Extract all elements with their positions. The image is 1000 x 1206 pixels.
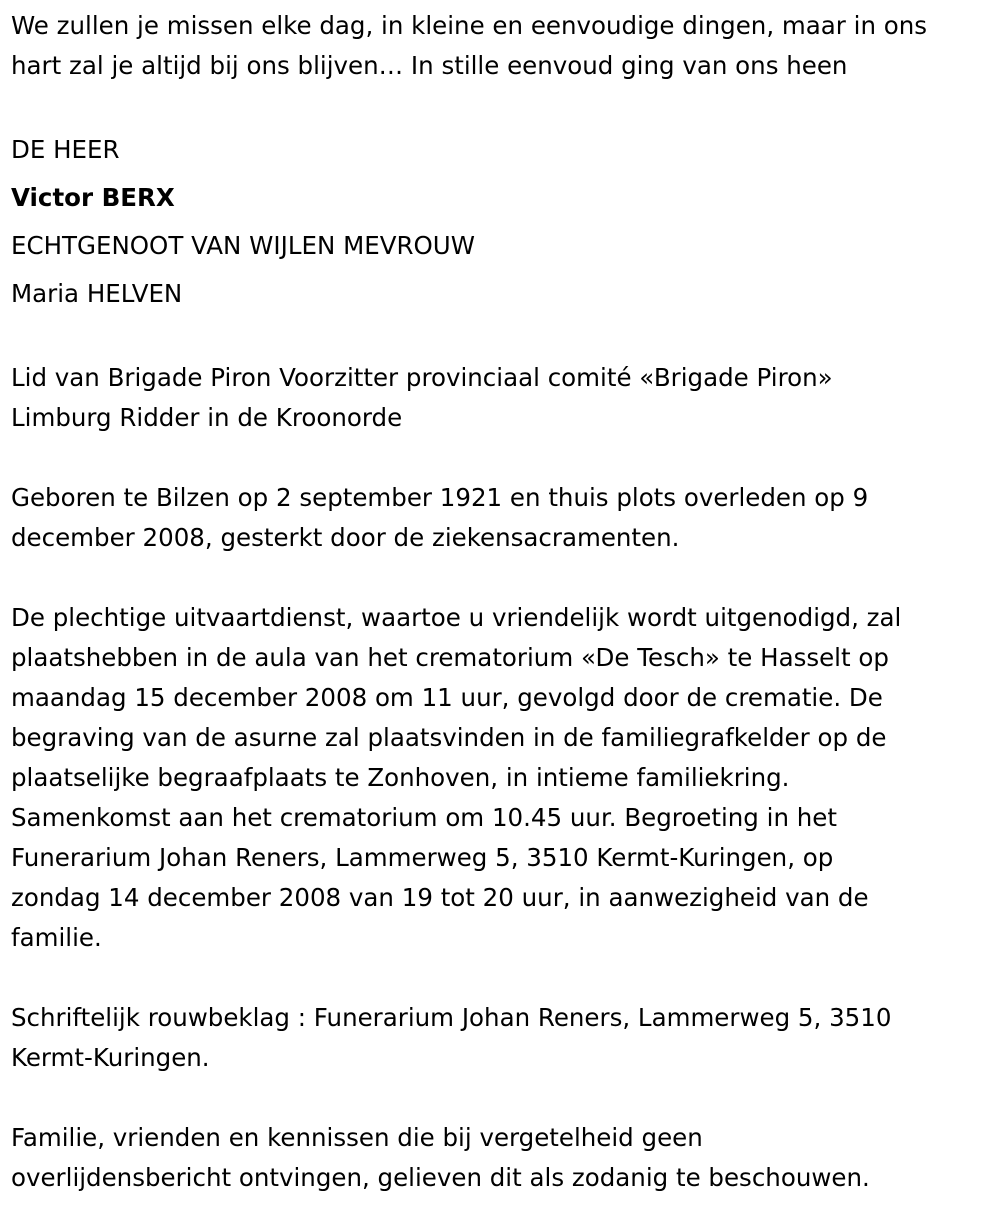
spacer [11, 86, 990, 126]
closing-paragraph: Familie, vrienden en kennissen die bij vergetelheid geen overlijdensbericht ontvingen, gelieven dit als zodanig te beschouwen. [11, 1123, 870, 1192]
spacer [11, 438, 990, 478]
spacer [11, 318, 990, 358]
condolences-paragraph: Schriftelijk rouwbeklag : Funerarium Johan Reners, Lammerweg 5, 3510 Kermt-Kuringen. [11, 1003, 892, 1072]
spacer [11, 958, 990, 998]
birth-death-paragraph: Geboren te Bilzen op 2 september 1921 en thuis plots overleden op 9 december 2008, gesterkt door de ziekensacramenten. [11, 483, 869, 552]
deceased-name: Victor BERX [11, 183, 175, 212]
honorific: DE HEER [11, 135, 120, 164]
spacer [11, 1078, 990, 1118]
titles-paragraph: Lid van Brigade Piron Voorzitter provinciaal comité «Brigade Piron» Limburg Ridder in de Kroonorde [11, 363, 833, 432]
spouse-name: Maria HELVEN [11, 279, 183, 308]
spacer [11, 558, 990, 598]
spouse-relation: ECHTGENOOT VAN WIJLEN MEVROUW [11, 231, 475, 260]
intro-paragraph: We zullen je missen elke dag, in kleine en eenvoudige dingen, maar in ons hart zal je altijd bij ons blijven… In stille eenvoud ging van ons heen [11, 11, 928, 80]
service-paragraph: De plechtige uitvaartdienst, waartoe u vriendelijk wordt uitgenodigd, zal plaatshebben in de aula van het crematorium «De Tesch» te Hasselt op maandag 15 december 2008 om 11 uur, gevolgd door de crematie. De begraving van de asurne zal plaatsvinden in de familiegrafkelder op de plaatselijke begraafplaats te Zonhoven, in intieme familiekring. Samenkomst aan het crematorium om 10.45 uur. Begroeting in het Funerarium Johan Reners, Lammerweg 5, 3510 Kermt-Kuringen, op zondag 14 december 2008 van 19 tot 20 uur, in aanwezigheid van de familie. [11, 603, 902, 952]
